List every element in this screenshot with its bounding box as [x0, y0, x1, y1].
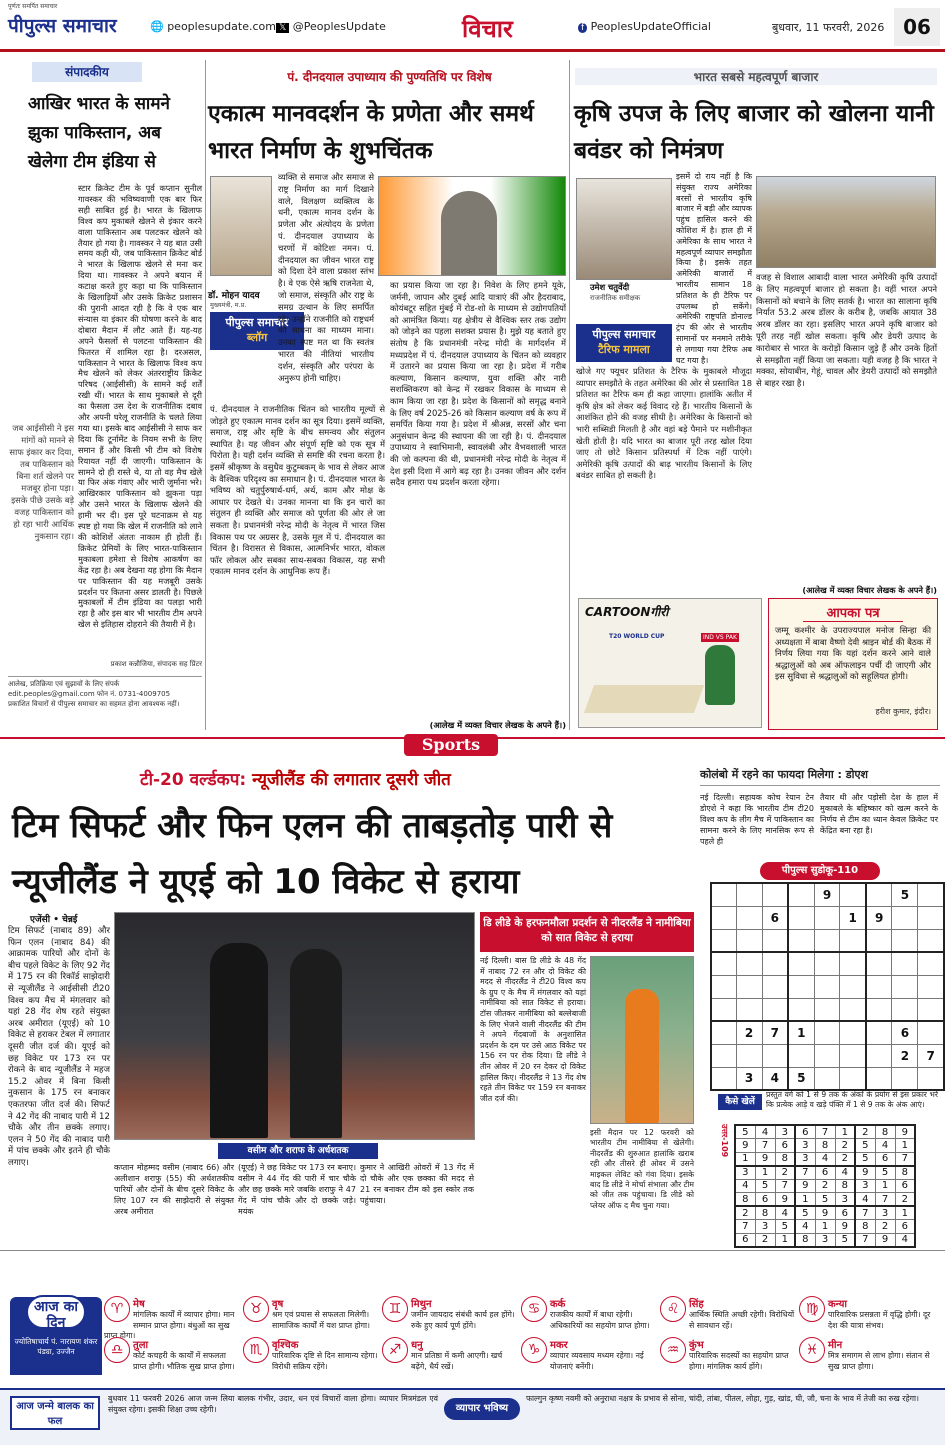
cartoon-pitch — [584, 685, 704, 713]
sudoku-cell[interactable] — [892, 952, 918, 975]
zodiac-icon: ♍ — [799, 1296, 825, 1322]
rashi-item — [799, 1296, 935, 1336]
rashi-name: मेष — [133, 1299, 145, 1310]
blog-body-col1: व्यक्ति से समाज और समाज से राष्ट्र निर्माण का मार्ग दिखाने वाले, विलक्षण व्यक्तित्व के धनी, एकात्म मानव दर्शन के प्रणेता और अंत्योदय के प्रणेता पं. दीनदयाल उपाध्याय के चरणों में कोटिशः नमन। पं. दीनदयाल का जीवन भारत राष्ट्र को दिशा देने वाला प्रकाश स्तंभ है। वे एक ऐसे ऋषि राजनेता थे, जो समाज, संस्कृति और राष्ट्र के समग्र उत्थान के लिए समर्पित रहे। उन्होंने राजनीति को राष्ट्रधर्म की साधना का माध्यम माना। उनका स्पष्ट मत था कि स्वतंत्र भारत की नीतियां भारतीय दर्शन, संस्कृति और परंपरा के अनुरूप होनी चाहिए। — [278, 172, 374, 383]
date: बुधवार, 11 फरवरी, 2026 — [772, 21, 885, 34]
editorial-label: संपादकीय — [32, 62, 142, 82]
grain-market-photo — [756, 176, 936, 268]
answer-cell: 7 — [875, 1193, 895, 1207]
blog-footer: (आलेख में व्यक्त विचार लेखक के अपने हैं।) — [429, 720, 566, 730]
sudoku-cell[interactable] — [866, 1044, 892, 1067]
sudoku-cell[interactable] — [762, 1044, 788, 1067]
rashi-name: सिंह — [689, 1299, 704, 1310]
answer-cell: 9 — [875, 1233, 895, 1247]
answer-cell: 9 — [815, 1206, 835, 1220]
colombo-body-col1: नई दिल्ली। सहायक कोच रेयान टेन डोएशे ने कहा कि भारतीय टीम टी20 विश्व कप के लीग मैच में पाकिस्तान का सामना करने के लिए मानसिक रूप से पहले ही — [700, 793, 814, 846]
sudoku-cell[interactable] — [840, 998, 866, 1021]
answer-cell: 2 — [815, 1179, 835, 1193]
answer-cell: 2 — [755, 1233, 775, 1247]
sudoku-cell[interactable] — [762, 952, 788, 975]
sudoku-cell[interactable] — [736, 975, 762, 998]
sudoku-cell[interactable] — [918, 1021, 944, 1044]
answer-cell: 3 — [835, 1193, 855, 1207]
sudoku-cell[interactable] — [918, 952, 944, 975]
rashi-item — [660, 1296, 796, 1336]
sudoku-cell[interactable] — [866, 952, 892, 975]
sudoku-cell[interactable]: 1 — [840, 906, 866, 929]
sudoku-cell[interactable] — [788, 906, 814, 929]
answer-cell: 2 — [875, 1220, 895, 1234]
answer-cell: 3 — [795, 1139, 815, 1153]
sudoku-cell[interactable] — [840, 952, 866, 975]
market-text: फाल्गुन कृष्ण नवमी को अनुराधा नक्षत्र के प्रभाव से सोना, चांदी, तांबा, पीतल, लोहा, गुड़, खांड, घी, जौ, चना के भाव में तेजी का रुख रहेगा। — [526, 1394, 919, 1403]
portrait-silhouette — [441, 191, 497, 275]
sudoku-cell[interactable] — [711, 998, 736, 1021]
author-photo-umesh-chaturvedi — [576, 178, 672, 280]
colombo-title: कोलंबो में रहने का फायदा मिलेगा : डोएश — [700, 767, 940, 786]
player-orange-silhouette — [625, 989, 659, 1123]
answer-cell: 4 — [815, 1152, 835, 1166]
rashi-name: मकर — [550, 1340, 568, 1351]
caption-body-col2: (यूएई) ने छह विकेट पर 173 रन बनाए। वसीम ने 44 गेंद की पारी में चार चौके और छह छक्के मारे जबकि शराफु ने 47 गेंद में पांच चौके और दो छक्के जड़े। मयंक — [238, 1163, 356, 1216]
answer-cell: 6 — [895, 1220, 915, 1234]
editorial-byline: प्रकाश कन्नौजिया, संपादक सह प्रिंटर — [110, 660, 202, 668]
answer-cell: 7 — [855, 1233, 875, 1247]
rashi-item — [104, 1337, 240, 1377]
sudoku-cell[interactable] — [814, 1044, 840, 1067]
answer-cell: 4 — [795, 1220, 815, 1234]
answer-cell: 3 — [755, 1220, 775, 1234]
rashi-text: जमीन जायदाद संबंधी कार्य हल होंगे। रुके हुए कार्य पूर्ण होंगे। — [411, 1310, 515, 1330]
answer-cell: 5 — [875, 1166, 895, 1180]
cartoon-figure — [705, 645, 735, 705]
sports-label: Sports — [404, 734, 498, 756]
sudoku-cell[interactable] — [866, 1067, 892, 1090]
answer-cell: 7 — [735, 1220, 755, 1234]
tariff-body-col3: वजह से विशाल आबादी वाला भारत अमेरिकी कृषि उत्पादों के लिए महत्वपूर्ण बाजार हो सकता है। वहीं भारत अपने किसानों को बचाने के लिए सतर्क है। भारत का सालाना कृषि निर्यात 53.2 अरब डॉलर के करीब है, जबकि आयात 38 अरब डॉलर का रहा। इसलिए भारत अपने कृषि बाजार को पूरी तरह नहीं खोल सकता। कृषि और डेयरी उत्पाद के कारोबार से भारत के करोड़ों किसान जुड़े हैं और उनके हितों से समझौता नहीं किया जा सकता। यही वजह है कि भारत ने मक्का, सोयाबीन, गेहूं, चावल और डेयरी उत्पादों को समझौते से बाहर रखा है। — [756, 272, 937, 389]
deendayal-photo — [378, 176, 566, 276]
answer-cell: 3 — [735, 1166, 755, 1180]
market-title: व्यापार भविष्य — [444, 1398, 520, 1420]
rashi-text: मित्र समागम से लाभ होगा। संतान से सुख प्राप्त होगा। — [828, 1351, 930, 1371]
page-number: 06 — [894, 8, 940, 46]
zodiac-icon: ♊ — [382, 1296, 408, 1322]
blog-author-role: मुख्यमंत्री, म.प्र. — [210, 301, 247, 309]
tagline: पूर्णतः समर्पित समाचार — [8, 3, 58, 10]
rashi-item — [382, 1296, 518, 1336]
cartoon-title: CARTOONगीरी — [585, 605, 669, 619]
rashi-name: कन्या — [828, 1299, 848, 1310]
sudoku-cell[interactable] — [840, 1021, 866, 1044]
sudoku-cell[interactable] — [814, 1021, 840, 1044]
zodiac-icon: ♓ — [799, 1337, 825, 1363]
sudoku-cell[interactable] — [711, 929, 736, 952]
answer-cell: 8 — [875, 1125, 895, 1139]
answer-cell: 2 — [835, 1152, 855, 1166]
sudoku-cell[interactable] — [866, 1021, 892, 1044]
letters-body: जम्मू कश्मीर के उपराज्यपाल मनोज सिन्हा की अध्यक्षता में बाबा वैष्णो देवी श्राइन बोर्ड की बैठक में निर्णय लिया गया कि यहां दर्शन करने आने वाले श्रद्धालुओं को अब ऑफलाइन पर्ची दी जाएगी और इस सुविधा से श्रद्धालुओं को सहूलियत होगी। — [775, 625, 931, 681]
answer-cell: 9 — [795, 1179, 815, 1193]
x-icon: 𝕏 — [276, 23, 289, 33]
sports-body: टिम सिफर्ट (नाबाद 89) और फिन एलन (नाबाद 84) की आक्रामक पारियों और दोनों के बीच पहले विकेट के लिए 92 गेंद में 175 रन की रिकॉर्ड साझेदारी से न्यूजीलैंड ने आईसीसी टी20 विश्व कप मैच में मंगलवार को यहां 28 गेंद शेष रहते संयुक्त अरब अमीरात (यूएई) को 10 विकेट से हराकर टेबल में लगातार दूसरी जीत दर्ज की। यूएई को छह विकेट पर 173 रन पर रोकने के बाद न्यूजीलैंड ने महज 15.2 ओवर में बिना किसी नुकसान के 175 रन बनाकर एकतरफा जीत दर्ज की। सिफर्ट ने 42 गेंद की नाबाद पारी में 12 चौके और तीन छक्के लगाए। एलन ने 50 गेंद की नाबाद पारी में पांच छक्के और इतने ही चौके लगाए। — [8, 926, 110, 1168]
answer-title: उत्तर-109 — [720, 1124, 729, 1158]
answer-cell: 1 — [755, 1166, 775, 1180]
horoscope-signs — [104, 1296, 940, 1378]
rashi-text: मांगलिक कार्यों में व्यापार होगा। मान सम्मान प्राप्त होगा। बंधुओं का सुख प्राप्त होगा। — [104, 1310, 235, 1340]
answer-cell: 8 — [835, 1179, 855, 1193]
cartoon-sign-worldcup: T20 WORLD CUP — [609, 633, 665, 640]
sudoku-cell[interactable] — [814, 1067, 840, 1090]
sudoku-cell[interactable] — [918, 998, 944, 1021]
rashi-item — [521, 1337, 657, 1377]
sudoku-cell[interactable] — [736, 1044, 762, 1067]
rashi-item — [799, 1337, 935, 1377]
answer-cell: 7 — [775, 1179, 795, 1193]
answer-cell: 4 — [875, 1139, 895, 1153]
rashi-name: वृश्चिक — [272, 1340, 299, 1351]
facebook-link[interactable]: f PeoplesUpdateOfficial — [578, 20, 711, 33]
sudoku-cell[interactable] — [711, 1044, 736, 1067]
zodiac-icon: ♏ — [243, 1337, 269, 1363]
answer-cell: 1 — [835, 1125, 855, 1139]
rashi-item — [660, 1337, 796, 1377]
sudoku-cell[interactable]: 6 — [762, 906, 788, 929]
author-photo-mohan-yadav — [210, 176, 272, 276]
sports-kicker: टी-20 वर्ल्डकप: न्यूजीलैंड की लगातार दूसरी जीत — [140, 770, 451, 790]
sudoku-cell[interactable] — [892, 975, 918, 998]
sudoku-cell[interactable] — [892, 998, 918, 1021]
zodiac-icon: ♌ — [660, 1296, 686, 1322]
answer-cell: 9 — [835, 1220, 855, 1234]
sudoku-cell[interactable] — [736, 998, 762, 1021]
sudoku-cell[interactable] — [711, 952, 736, 975]
tariff-author: उमेश चतुर्वेदी — [590, 282, 630, 292]
answer-cell: 4 — [895, 1233, 915, 1247]
answer-cell: 9 — [735, 1139, 755, 1153]
rashi-text: पारिवारिक प्रसन्नता में वृद्धि होगी। दूर देश की यात्रा संभव। — [828, 1310, 931, 1330]
tariff-kicker: भारत सबसे महत्वपूर्ण बाजार — [575, 68, 937, 85]
answer-cell: 7 — [855, 1206, 875, 1220]
answer-cell: 3 — [875, 1206, 895, 1220]
tariff-body-col2: खोजे गए फ्यूचर प्रतिशत के टैरिफ के मुकाबले मौजूदा व्यापार समझौते के तहत अमेरिका की ओर से प्रस्तावित 18 प्रतिशत का टैरिफ कम ही कहा जाएगा। हालांकि अतीत में कृषि क्षेत्र को लेकर कई विवाद रहे हैं। भारतीय किसानों के आशंकित होने की वजह सीधी है। अमेरिका के किसानों को भारी सब्सिडी मिलती है और वहां बड़े पैमाने पर मशीनीकृत खेती होती है। यदि भारत का बाजार पूरी तरह खोल दिया जाए तो छोटे किसान प्रतिस्पर्धा में टिक नहीं पाएंगे। अमेरिकी कृषि उत्पादों की बाढ़ भारतीय किसानों के लिए बवंडर साबित हो सकती है। — [576, 366, 752, 481]
sudoku-cell[interactable] — [814, 952, 840, 975]
rashi-text: आर्थिक स्थिति अच्छी रहेगी। विरोधियों से सावधान रहें। — [689, 1310, 795, 1330]
sudoku-cell[interactable]: 2 — [736, 1021, 762, 1044]
sudoku-cell[interactable] — [918, 929, 944, 952]
sudoku-cell[interactable]: 9 — [814, 883, 840, 906]
answer-cell: 7 — [755, 1139, 775, 1153]
answer-cell: 3 — [795, 1152, 815, 1166]
blog-author: डॉ. मोहन यादव — [208, 291, 260, 301]
answer-cell: 5 — [855, 1152, 875, 1166]
sudoku-cell[interactable]: 9 — [866, 906, 892, 929]
sudoku-cell[interactable] — [840, 1044, 866, 1067]
sudoku-cell[interactable] — [762, 929, 788, 952]
globe-icon: 🌐 — [150, 20, 164, 33]
logo: पीपुल्स समाचार — [8, 15, 117, 37]
answer-cell: 7 — [895, 1152, 915, 1166]
sudoku-cell[interactable] — [892, 1067, 918, 1090]
website-link[interactable]: 🌐 peoplesupdate.com — [150, 20, 276, 33]
answer-cell: 8 — [775, 1152, 795, 1166]
sudoku-cell[interactable]: 7 — [762, 1021, 788, 1044]
letters-box — [768, 598, 938, 730]
facebook-icon: f — [578, 23, 587, 33]
blog-title: एकात्म मानवदर्शन के प्रणेता और समर्थ भारत निर्माण के शुभचिंतक — [208, 101, 534, 164]
howto-text: प्रस्तुत वर्ग को 1 से 9 तक के अंकों के प्रयोग से इस प्रकार भरें कि प्रत्येक आड़े व खड़े पंक्ति में 1 से 9 तक के अंक आएं। — [766, 1090, 938, 1109]
born-text: बुधवार 11 फरवरी 2026 आज जन्म लिया बालक गंभीर, उदार, धन एवं विचारों वाला होगा। व्यापार मित्रमंडल एवं संयुक्त रहेगा। इसकी शिक्षा उच्च रहेगी। — [108, 1394, 438, 1414]
sudoku-cell[interactable] — [892, 906, 918, 929]
answer-cell: 4 — [855, 1193, 875, 1207]
answer-cell: 1 — [875, 1179, 895, 1193]
answer-cell: 6 — [835, 1206, 855, 1220]
rashi-item — [243, 1337, 379, 1377]
answer-cell: 8 — [815, 1139, 835, 1153]
sudoku-cell[interactable]: 2 — [892, 1044, 918, 1067]
answer-cell: 9 — [775, 1193, 795, 1207]
sudoku-cell[interactable]: 6 — [892, 1021, 918, 1044]
rashi-text: मान प्रतिष्ठा में कमी आएगी। खर्च बढ़ेंगे, धैर्य रखें। — [411, 1351, 503, 1371]
sudoku-cell[interactable] — [788, 998, 814, 1021]
sports-caption-title: वसीम और शराफ के अर्धशतक — [218, 1143, 378, 1159]
sudoku-cell[interactable] — [711, 906, 736, 929]
answer-cell: 5 — [815, 1193, 835, 1207]
sudoku-cell[interactable] — [788, 975, 814, 998]
answer-cell: 6 — [735, 1233, 755, 1247]
answer-cell: 5 — [755, 1179, 775, 1193]
zodiac-icon: ♒ — [660, 1337, 686, 1363]
answer-cell: 3 — [815, 1233, 835, 1247]
answer-cell: 8 — [855, 1220, 875, 1234]
howto-title: कैसे खेलें — [718, 1094, 762, 1110]
answer-cell: 2 — [775, 1166, 795, 1180]
answer-cell: 9 — [755, 1152, 775, 1166]
tariff-body-col1: इसमें दो राय नहीं है कि संयुक्त राज्य अमेरिका बरसों से भारतीय कृषि बाजार में बड़ी और व्यापक पहुंच हासिल करने की कोशिश में है। हाल ही में अमेरिका के साथ भारत ने महत्वपूर्ण व्यापार समझौता किया है। इसके तहत अमेरिकी बाजारों में भारतीय सामान 18 प्रतिशत के ही टैरिफ पर उपलब्ध हो सकेंगे। अमेरिकी राष्ट्रपति डोनाल्ड ट्रंप की ओर से भारतीय सामानों पर मनमाने तरीके से लगाया गया टैरिफ अब घट गया है। — [676, 172, 752, 365]
born-title: आज जन्मे बालक का फल — [10, 1396, 100, 1430]
sudoku-cell[interactable] — [711, 975, 736, 998]
sudoku-cell[interactable]: 7 — [918, 1044, 944, 1067]
sudoku-grid[interactable] — [710, 882, 945, 1091]
horoscope-astrologer: ज्योतिषाचार्य पं. नारायण शंकर पंड्या, उज्जैन — [14, 1337, 98, 1356]
rashi-name: तुला — [133, 1340, 149, 1351]
answer-cell: 3 — [855, 1179, 875, 1193]
colombo-body-col2: तैयार थी और पड़ोसी देश के हाल में मुकाबले के बहिष्कार को खत्म करने के निर्णय से टीम का ध्यान केवल क्रिकेट पर केंद्रित बना रहा है। — [820, 793, 938, 835]
answer-cell: 6 — [875, 1152, 895, 1166]
rashi-name: कर्क — [550, 1299, 566, 1310]
sudoku-cell[interactable] — [866, 975, 892, 998]
letters-title: आपका पत्र — [803, 603, 903, 622]
answer-cell: 6 — [795, 1125, 815, 1139]
zodiac-icon: ♉ — [243, 1296, 269, 1322]
sudoku-cell[interactable]: 5 — [788, 1067, 814, 1090]
blog-body-col2: पं. दीनदयाल ने राजनीतिक चिंतन को भारतीय मूल्यों से जोड़ते हुए एकात्म मानव दर्शन का सूत्र दिया। इसमें व्यक्ति, समाज, राष्ट्र और सृष्टि के बीच समन्वय और संतुलन स्थापित है। यह जीवन और संपूर्ण सृष्टि को एक सूत्र में पिरोता है। यही दर्शन व्यक्ति से समष्टि की रचना करता है। इसमें श्रीकृष्ण के वसुधैव कुटुम्बकम् के भाव से लेकर आज के वैश्विक परिदृश्य का समाधान है। पं. दीनदयाल भारत के भविष्य को चतुर्पुरुषार्थ-धर्म, अर्थ, काम और मोक्ष के आधार पर देखते थे। उनका मानना था कि इन चारों का संतुलन ही व्यक्ति और समाज को पूर्णता की ओर ले जा सकता है। प्रधानमंत्री नरेन्द्र मोदी के नेतृत्व में भारत जिस विकास पथ पर अग्रसर है, उसके मूल में पं. दीनदयाल का चिंतन है। विरासत से विकास, आत्मनिर्भर भारत, वोकल फॉर लोकल और सबका साथ-सबका विकास, यह सभी एकात्म मानव दर्शन के आधुनिक रूप हैं। — [210, 404, 385, 577]
sudoku-cell[interactable] — [762, 883, 788, 906]
sudoku-cell[interactable] — [814, 998, 840, 1021]
sudoku-cell[interactable] — [814, 929, 840, 952]
rashi-text: व्यापार व्यवसाय मध्यम रहेगा। नई योजनाएं बनेंगी। — [550, 1351, 644, 1371]
sudoku-cell[interactable]: 1 — [788, 1021, 814, 1044]
answer-cell: 6 — [815, 1166, 835, 1180]
sudoku-cell[interactable] — [736, 906, 762, 929]
rashi-text: कोर्ट कचहरी के कार्यों में सफलता प्राप्त होगी। भौतिक सुख प्राप्त होगा। — [133, 1351, 235, 1371]
rashi-name: कुंभ — [689, 1340, 704, 1351]
answer-cell: 2 — [855, 1125, 875, 1139]
zodiac-icon: ♐ — [382, 1337, 408, 1363]
sudoku-cell[interactable] — [762, 975, 788, 998]
answer-cell: 7 — [795, 1166, 815, 1180]
editorial-footnote: आलेख, प्रतिक्रिया एवं सुझावों के लिए संपर्क edit.peoples@gmail.com फोन नं. 0731-4009705 प्रकाशित विचारों से पीपुल्स समाचार का सहमत होना आवश्यक नहीं। — [8, 676, 202, 709]
sudoku-title: पीपुल्स सुडोकू-110 — [760, 862, 880, 880]
answer-cell: 9 — [855, 1166, 875, 1180]
answer-cell: 1 — [775, 1233, 795, 1247]
answer-cell: 4 — [755, 1125, 775, 1139]
editorial-pullquote: जब आईसीसी ने इस मांगों को मानने से साफ इंकार कर दिया, तब पाकिस्तान को बिना शर्त खेलने पर मजबूर होना पड़ा। इसके पीछे उसके बड़े वजह पाकिस्तान को हो रहा भारी आर्थिक नुकसान रहा। — [9, 423, 74, 541]
sudoku-cell[interactable] — [814, 906, 840, 929]
rashi-item — [521, 1296, 657, 1336]
sudoku-cell[interactable] — [788, 883, 814, 906]
editorial-body: स्टार क्रिकेट टीम के पूर्व कप्तान सुनील गावस्कर की भविष्यवाणी एक बार फिर सही साबित हुई है। भारत के खिलाफ विश्व कप मुकाबले खेलने से इंकार करने वाला पाकिस्तान अब पलटकर खेलने को तैयार हो गया है। गावस्कर ने यह बात उसी समय कही थी, जब पाकिस्तान क्रिकेट बोर्ड ने भारत के खिलाफ खेलने से मना कर दिया था। गावस्कर ने अपने बयान में कटाक्ष करते हुए कहा था कि पाकिस्तान के खिलाड़ियों और उसके क्रिकेट प्रशासन की पुरानी आदत रही है कि वे एक बार संन्यास या इंकार की घोषणा करने के बाद दोबारा मैदान में लौट आते हैं। यह-यह अपने फैसलों से पलटना पाकिस्तान की फितरत में शामिल रहा है। दरअसल, पाकिस्तान ने भारत के खिलाफ विश्व कप मैच खेलने को लेकर अंतरराष्ट्रीय क्रिकेट परिषद (आईसीसी) के सामने कई शर्तें रखी थीं। भारत के साथ मुकाबले से दूरी का फैसला उस देश के राजनीतिक दबाव और अपनी घरेलू राजनीति के चलते लिया गया था। इसके बाद आईसीसी ने साफ कर दिया कि टूर्नामेंट के नियम सभी के लिए समान हैं और किसी भी टीम को विशेष रियायत नहीं दी जाएगी। पाकिस्तान के सामने दो ही रास्ते थे, या तो वह मैच खेले या फिर अंक गंवाए और भारी जुर्माना भरे। आखिरकार पाकिस्तान को झुकना पड़ा और उसने भारत के खिलाफ खेलने की हामी भर दी। इस पूरे घटनाक्रम से यह स्पष्ट हो गया कि खेल में राजनीति को लाने की कोशिशें अंततः नाकाम ही होती हैं। क्रिकेट प्रेमियों के लिए भारत-पाकिस्तान मुकाबला हमेशा से विशेष आकर्षण का केंद्र रहा है। अब देखना यह होगा कि मैदान पर पाकिस्तान की यह मजबूरी उसके प्रदर्शन पर कितना असर डालती है। पिछले मुकाबलों में टीम इंडिया का पलड़ा भारी रहा है और इस बार भी भारतीय टीम अपने खेल से इतिहास दोहराने की तैयारी में है। — [78, 183, 202, 630]
answer-cell: 6 — [755, 1193, 775, 1207]
newzealand-batters-photo — [114, 912, 475, 1140]
blog-kicker: पं. दीनदयाल उपाध्याय की पुण्यतिथि पर विशेष — [287, 70, 492, 84]
sudoku-cell[interactable] — [840, 883, 866, 906]
rashi-item — [104, 1296, 240, 1340]
caption-body-col1: कप्तान मोहम्मद वसीम (नाबाद 66) और अलीशान शराफु (55) की अर्धशतकीय पारियों और दोनों के बीच दूसरे विकेट के लिए 107 रन की साझेदारी से संयुक्त अरब अमीरात — [114, 1163, 234, 1216]
rashi-text: राजकीय कार्यों में बाधा रहेगी। अधिकारियों का सहयोग प्राप्त होगा। — [550, 1310, 650, 1330]
sudoku-cell[interactable] — [840, 975, 866, 998]
sudoku-cell[interactable] — [788, 952, 814, 975]
player-silhouette-1 — [210, 943, 268, 1138]
rashi-name: धनु — [411, 1340, 423, 1351]
answer-cell: 4 — [775, 1206, 795, 1220]
answer-cell: 8 — [735, 1193, 755, 1207]
sudoku-cell[interactable] — [736, 929, 762, 952]
answer-cell: 7 — [815, 1125, 835, 1139]
sudoku-cell[interactable] — [918, 906, 944, 929]
sudoku-cell[interactable] — [892, 929, 918, 952]
sudoku-cell[interactable] — [711, 883, 736, 906]
answer-cell: 1 — [815, 1220, 835, 1234]
letters-sign: हरीश कुमार, इंदौर। — [875, 707, 931, 716]
sudoku-cell[interactable] — [711, 1021, 736, 1044]
tariff-title: कृषि उपज के लिए बाजार को खोलना यानी बवंडर को निमंत्रण — [574, 101, 934, 164]
sudoku-cell[interactable] — [918, 975, 944, 998]
sports-dateline: एजेंसी • चेन्नई — [30, 915, 78, 925]
section-title: विचार — [462, 15, 513, 43]
tariff-author-role: राजनीतिक समीक्षक — [590, 294, 641, 302]
netherlands-body: नई दिल्ली। बास डि लीडे के 48 गेंद में नाबाद 72 रन और दो विकेट की मदद से नीदरलैंड ने टी20 विश्व कप के ग्रुप ए के मैच में मंगलवार को यहां नामीबिया को सात विकेट से हराया। टॉस जीतकर नामीबिया को बल्लेबाजी के लिए भेजने वाली नीदरलैंड की टीम ने अपने गेंदबाजों के अनुशासित प्रदर्शन के दम पर उसे आठ विकेट पर 156 रन पर रोक दिया। डि लीडे ने तीन ओवर में 20 रन देकर दो विकेट हासिल किए। नीदरलैंड ने 13 गेंद शेष रहते तीन विकेट पर 159 रन बनाकर जीत दर्ज की। — [480, 956, 586, 1103]
zodiac-icon: ♈ — [104, 1296, 130, 1322]
answer-cell: 8 — [755, 1206, 775, 1220]
sudoku-cell[interactable] — [840, 929, 866, 952]
zodiac-icon: ♋ — [521, 1296, 547, 1322]
blog-body-col3: का प्रयास किया जा रहा है। निवेश के लिए हमने यूके, जर्मनी, जापान और दुबई आदि यात्राएं कीं और हैदराबाद, कोयंबटूर सहित मुंबई में रोड-शो के माध्यम से उद्योगपतियों को आमंत्रित किया। यह क्षेत्रीय से वैश्विक स्तर तक उद्योग को जोड़ने का पहला सशक्त प्रयास है। मुझे यह बताते हुए संतोष है कि प्रधानमंत्री नरेन्द्र मोदी के मार्गदर्शन में मध्यप्रदेश में पं. दीनदयाल उपाध्याय के चिंतन को व्यवहार में उतारने का प्रयास किया जा रहा है। प्रदेश में गरीब कल्याण, किसान कल्याण, युवा शक्ति और नारी सशक्तिकरण को केन्द्र में रखकर विकास के माध्यम से काम किया जा रहा है। प्रदेश के किसानों को समृद्ध बनाने के लिए वर्ष 2025-26 को किसान कल्याण वर्ष के रूप में समर्पित किया गया है। प्रदेश में श्रीअन्न, सरसों और चना अनुसंधान केन्द्र की स्थापना की जा रही है। पं. दीनदयाल उपाध्याय ने स्वाभिमानी, स्वावलंबी और वैभवशाली भारत की जो कल्पना की थी, प्रधानमंत्री नरेन्द्र मोदी के नेतृत्व में देश इसी दिशा में आगे बढ़ रहा है। उनका जीवन और दर्शन सदैव हमारा पथ प्रदर्शन करता रहेगा। — [390, 280, 566, 488]
answer-cell: 4 — [835, 1166, 855, 1180]
blog-brand-box: पीपुल्स समाचार ब्लॉग — [210, 312, 304, 350]
sudoku-cell[interactable] — [711, 1067, 736, 1090]
answer-cell: 6 — [775, 1139, 795, 1153]
editorial-title: आखिर भारत के सामने झुका पाकिस्तान, अब खेलेगा टीम इंडिया से — [28, 94, 170, 172]
rashi-item — [243, 1296, 379, 1336]
answer-cell: 5 — [735, 1125, 755, 1139]
answer-cell: 2 — [895, 1193, 915, 1207]
answer-cell: 1 — [735, 1152, 755, 1166]
cartoon — [578, 598, 762, 728]
sudoku-cell[interactable] — [788, 1044, 814, 1067]
answer-cell: 5 — [855, 1139, 875, 1153]
sudoku-cell[interactable] — [736, 952, 762, 975]
sudoku-cell[interactable] — [736, 883, 762, 906]
answer-cell: 6 — [895, 1179, 915, 1193]
sudoku-cell[interactable] — [918, 1067, 944, 1090]
sudoku-cell[interactable] — [866, 929, 892, 952]
cartoon-sign-indpak: IND VS PAK — [703, 634, 737, 641]
rashi-name: वृष — [272, 1299, 284, 1310]
answer-cell: 1 — [895, 1206, 915, 1220]
player-silhouette-2 — [290, 949, 342, 1138]
horoscope-panel — [10, 1297, 102, 1375]
sudoku-cell[interactable]: 3 — [736, 1067, 762, 1090]
answer-cell: 1 — [895, 1139, 915, 1153]
rashi-item — [382, 1337, 518, 1377]
twitter-link[interactable]: 𝕏 @PeoplesUpdate — [276, 20, 386, 33]
sudoku-cell[interactable] — [788, 929, 814, 952]
rashi-text: पारिवारिक दृष्टि से दिन सामान्य रहेगा। विरोधी सक्रिय रहेंगे। — [272, 1351, 378, 1371]
answer-grid — [734, 1124, 916, 1248]
sudoku-cell[interactable] — [840, 1067, 866, 1090]
answer-cell: 8 — [895, 1166, 915, 1180]
answer-cell: 4 — [735, 1179, 755, 1193]
answer-cell: 8 — [795, 1233, 815, 1247]
de-leede-photo — [590, 956, 694, 1124]
sudoku-cell[interactable] — [762, 998, 788, 1021]
answer-cell: 5 — [795, 1206, 815, 1220]
sudoku-cell[interactable] — [866, 883, 892, 906]
zodiac-icon: ♑ — [521, 1337, 547, 1363]
rashi-name: मिथुन — [411, 1299, 432, 1310]
horoscope-title: आज का दिन — [26, 1295, 86, 1329]
answer-cell: 5 — [775, 1220, 795, 1234]
sudoku-cell[interactable] — [866, 998, 892, 1021]
tariff-brand-box: पीपुल्स समाचार टैरिफ मामला — [576, 324, 672, 362]
rashi-name: मीन — [828, 1340, 843, 1351]
netherlands-title: डि लीडे के हरफनमौला प्रदर्शन से नीदरलैंड ने नामीबिया को सात विकेट से हराया — [480, 912, 694, 952]
netherlands-body-2: इसी मैदान पर 12 फरवरी को भारतीय टीम नामीबिया से खेलेगी। नीदरलैंड की शुरुआत हालांकि खराब रही और तीसरे ही ओवर में उसने माइकल लेविट को गंवा दिया। इसके बाद डि लीडे ने मोर्चा संभाला और टीम को जीत तक पहुंचाया। डि लीडे को प्लेयर ऑफ द मैच चुना गया। — [590, 1128, 694, 1210]
answer-cell: 2 — [835, 1139, 855, 1153]
caption-body-col3: कुमार ने आखिरी ओवरों में 13 गेंद में दो चौके और एक छक्का की मदद से 21 रन बनाकर टीम को इस स्कोर तक पहुंचाया। — [360, 1163, 474, 1205]
sudoku-cell[interactable] — [814, 975, 840, 998]
sports-headline: टिम सिफर्ट और फिन एलन की ताबड़तोड़ पारी से न्यूजीलैंड ने यूएई को 10 विकेट से हराया — [12, 806, 613, 902]
sudoku-cell[interactable]: 5 — [892, 883, 918, 906]
answer-cell: 2 — [735, 1206, 755, 1220]
masthead — [0, 0, 945, 52]
answer-cell: 5 — [835, 1233, 855, 1247]
sudoku-cell[interactable] — [918, 883, 944, 906]
answer-cell: 1 — [795, 1193, 815, 1207]
answer-cell: 9 — [895, 1125, 915, 1139]
rashi-text: पारिवारिक सदस्यों का सहयोग प्राप्त होगा। मांगलिक कार्य होंगे। — [689, 1351, 789, 1371]
rashi-text: श्रम एवं प्रयास से सफलता मिलेगी। सामाजिक कार्यों में यश प्राप्त होगा। — [272, 1310, 371, 1330]
sudoku-cell[interactable]: 4 — [762, 1067, 788, 1090]
zodiac-icon: ♎ — [104, 1337, 130, 1363]
tariff-footer: (आलेख में व्यक्त विचार लेखक के अपने हैं।) — [802, 585, 937, 595]
answer-cell: 3 — [775, 1125, 795, 1139]
